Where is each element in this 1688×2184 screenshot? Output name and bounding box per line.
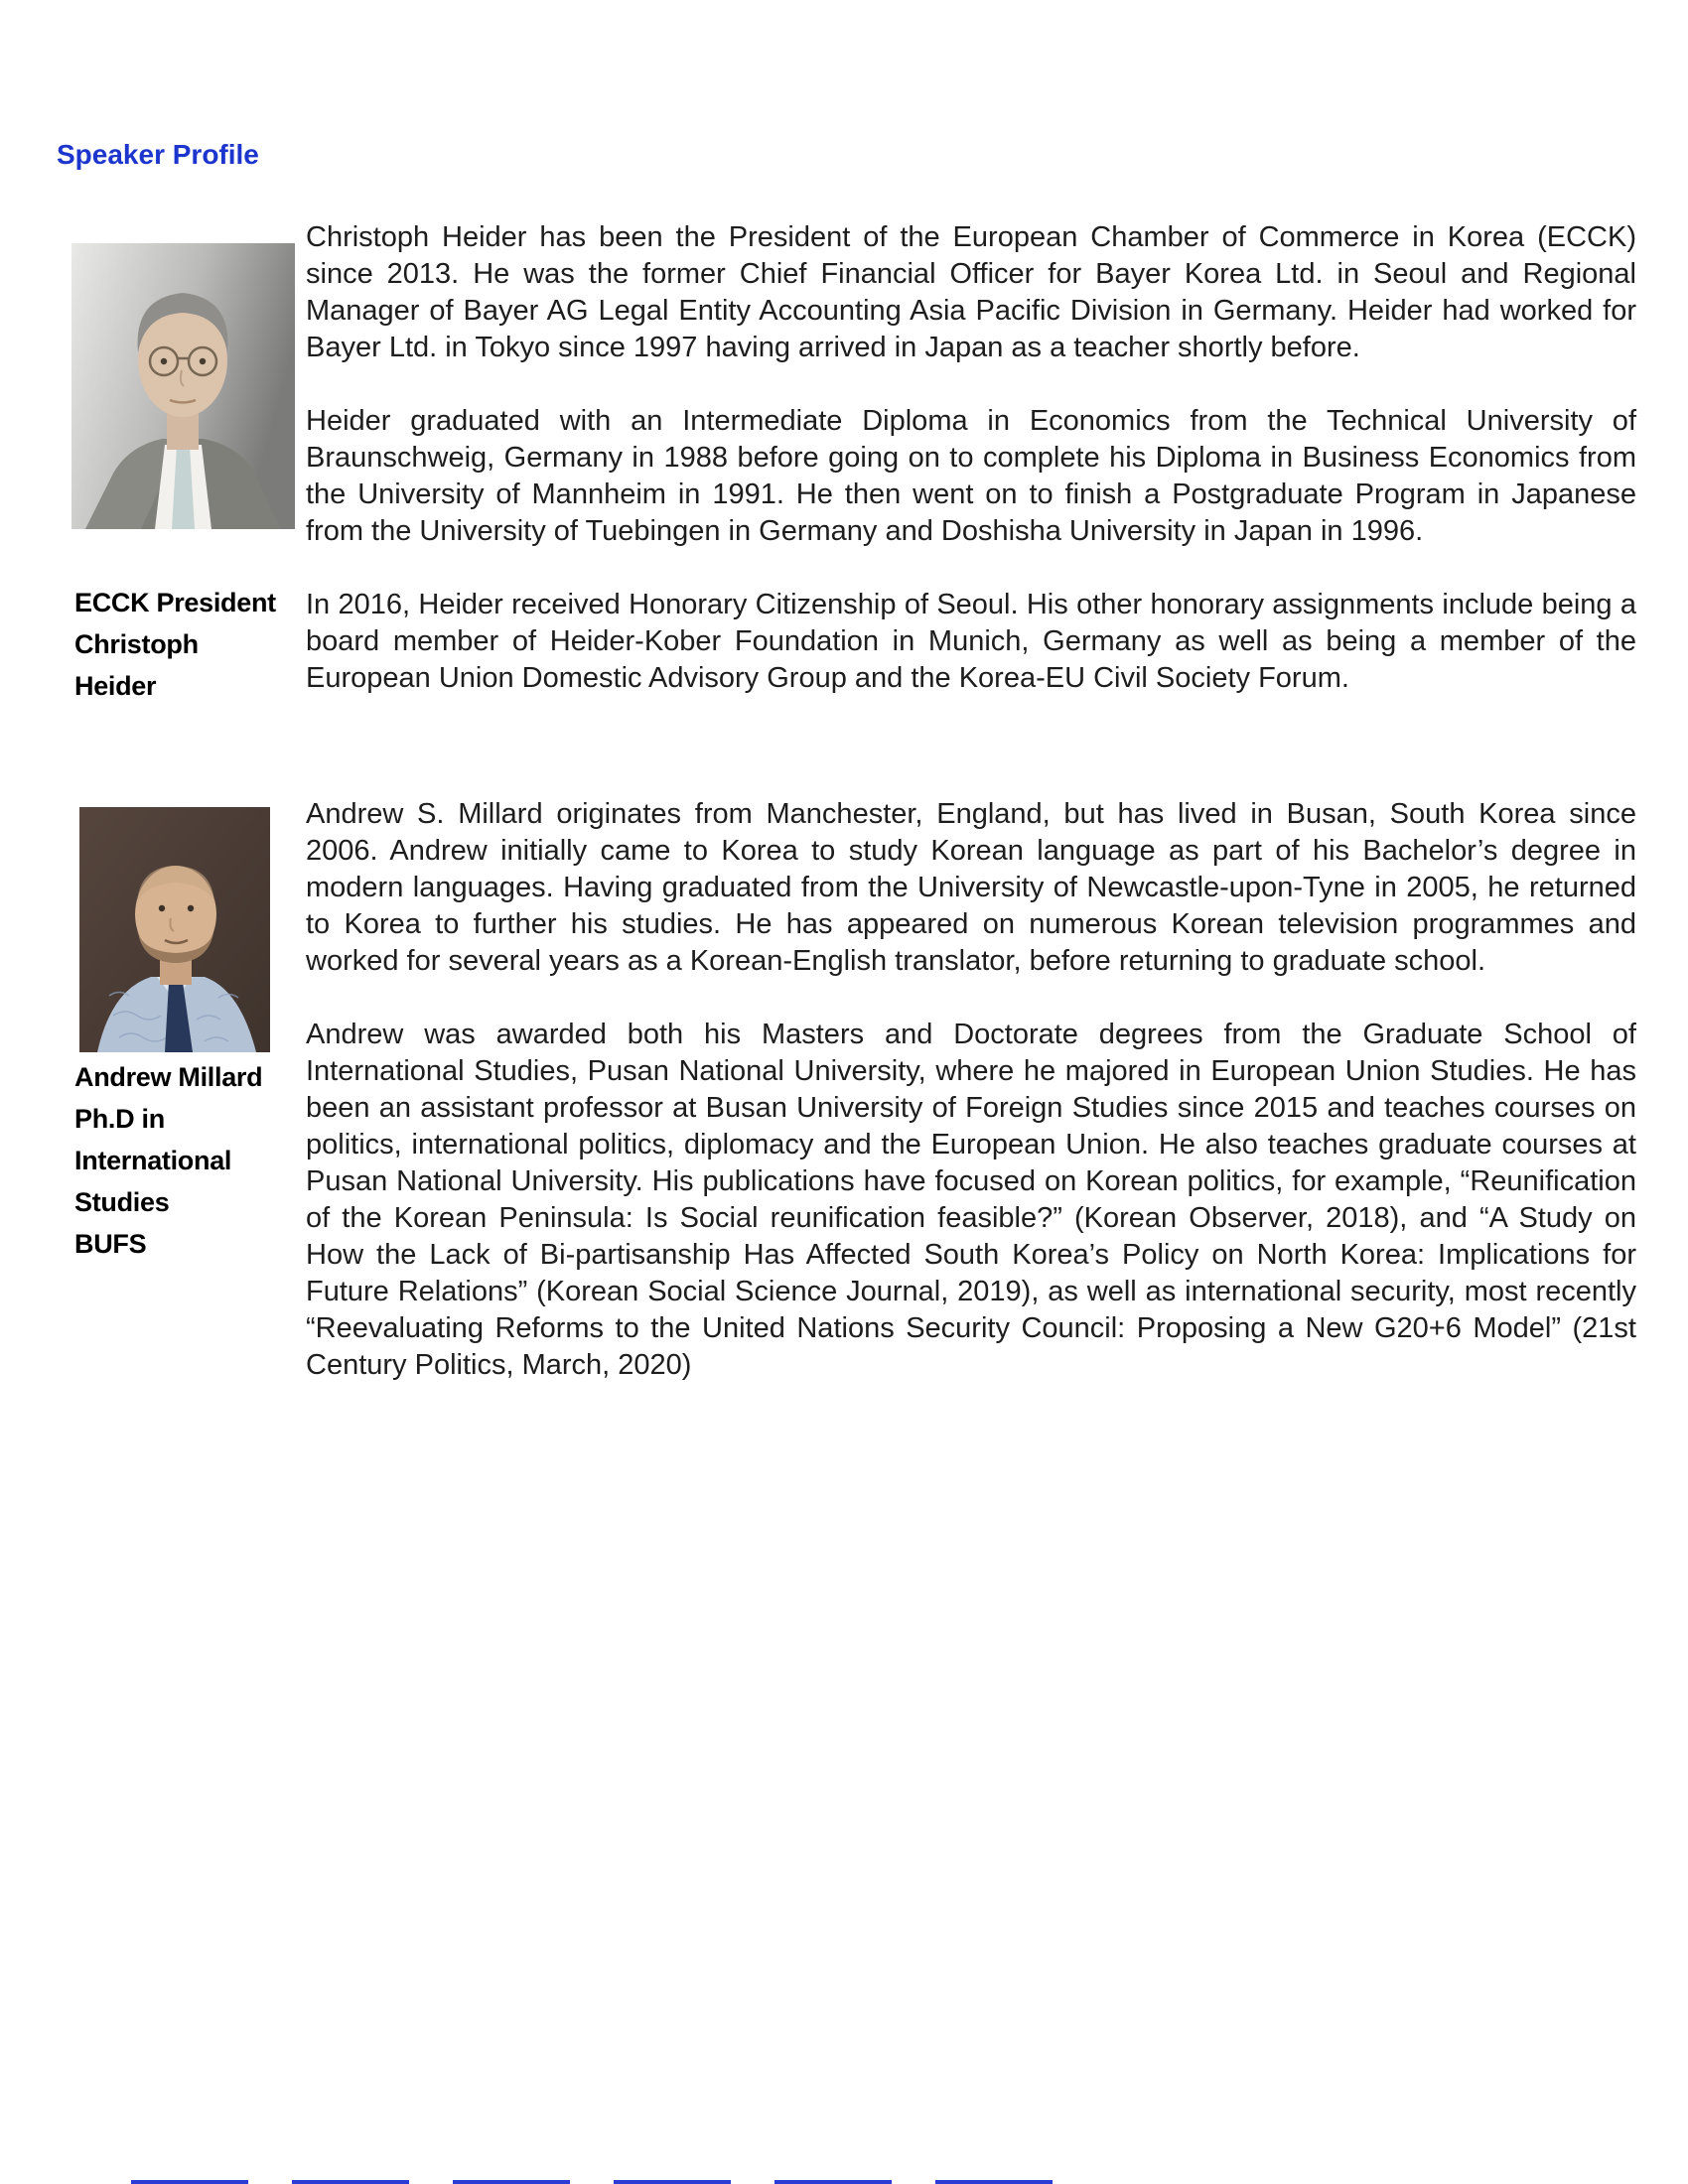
bio-paragraph: Andrew S. Millard originates from Manchester, England, but has lived in Busan, South Korea since 2006. Andrew initially came to Korea to study Korean language as part of his Bachelor’s degree in modern languages. Having graduated from the University of Newcastle-upon-Tyne in 2005, he returned to Korea to further his studies. He has appeared on numerous Korean television programmes and worked for several years as a Korean-English translator, before returning to graduate school.: [306, 798, 1636, 977]
caption-line: Ph.D in: [74, 1104, 165, 1134]
page-bottom-dashes: [131, 2180, 1076, 2184]
caption-line: Heider: [74, 671, 157, 701]
caption-line: BUFS: [74, 1229, 147, 1259]
caption-line: Christoph: [74, 629, 199, 659]
portrait-illustration: [79, 807, 270, 1052]
caption-line: Studies: [74, 1187, 170, 1217]
portrait-illustration: [71, 243, 295, 529]
bio-paragraph: In 2016, Heider received Honorary Citizenship of Seoul. His other honorary assignments include being a board member of Heider-Kober Foundation in Munich, Germany as well as being a member of the European Union Domestic Advisory Group and the Korea-EU Civil Society Forum.: [306, 589, 1636, 694]
speaker-bio-andrew-millard: [306, 796, 1636, 1421]
caption-line: International: [74, 1146, 232, 1175]
speaker-photo-andrew-millard: [79, 807, 270, 1052]
speaker-caption-andrew-millard: [74, 1056, 262, 1265]
speaker-caption-christoph-heider: [74, 582, 276, 707]
caption-line: ECCK President: [74, 588, 276, 617]
speaker-bio-christoph-heider: [306, 219, 1636, 734]
bio-paragraph: Christoph Heider has been the President of the European Chamber of Commerce in Korea (ECCK) since 2013. He was the former Chief Financial Officer for Bayer Korea Ltd. in Seoul and Regional Manager of Bayer AG Legal Entity Accounting Asia Pacific Division in Germany. Heider had worked for Bayer Ltd. in Tokyo since 1997 having arrived in Japan as a teacher shortly before.: [306, 221, 1636, 363]
speaker-photo-christoph-heider: [71, 243, 295, 529]
bio-paragraph: Heider graduated with an Intermediate Diploma in Economics from the Technical University of Braunschweig, Germany in 1988 before going on to complete his Diploma in Business Economics from the University of Mannheim in 1991. He then went on to finish a Postgraduate Program in Japanese from the University of Tuebingen in Germany and Doshisha University in Japan in 1996.: [306, 405, 1636, 547]
caption-line: Andrew Millard: [74, 1062, 263, 1092]
page-title: Speaker Profile: [57, 139, 259, 170]
bio-paragraph: Andrew was awarded both his Masters and Doctorate degrees from the Graduate School of International Studies, Pusan National University, where he majored in European Union Studies. He has been an assistant professor at Busan University of Foreign Studies since 2015 and teaches courses on politics, international politics, diplomacy and the European Union. He also teaches graduate courses at Pusan National University. His publications have focused on Korean politics, for example, “Reunification of the Korean Peninsula: Is Social reunification feasible?” (Korean Observer, 2018), and “A Study on How the Lack of Bi-partisanship Has Affected South Korea’s Policy on North Korea: Implications for Future Relations” (Korean Social Science Journal, 2019), as well as international security, most recently “Reevaluating Reforms to the United Nations Security Council: Proposing a New G20+6 Model” (21st Century Politics, March, 2020): [306, 1019, 1636, 1381]
